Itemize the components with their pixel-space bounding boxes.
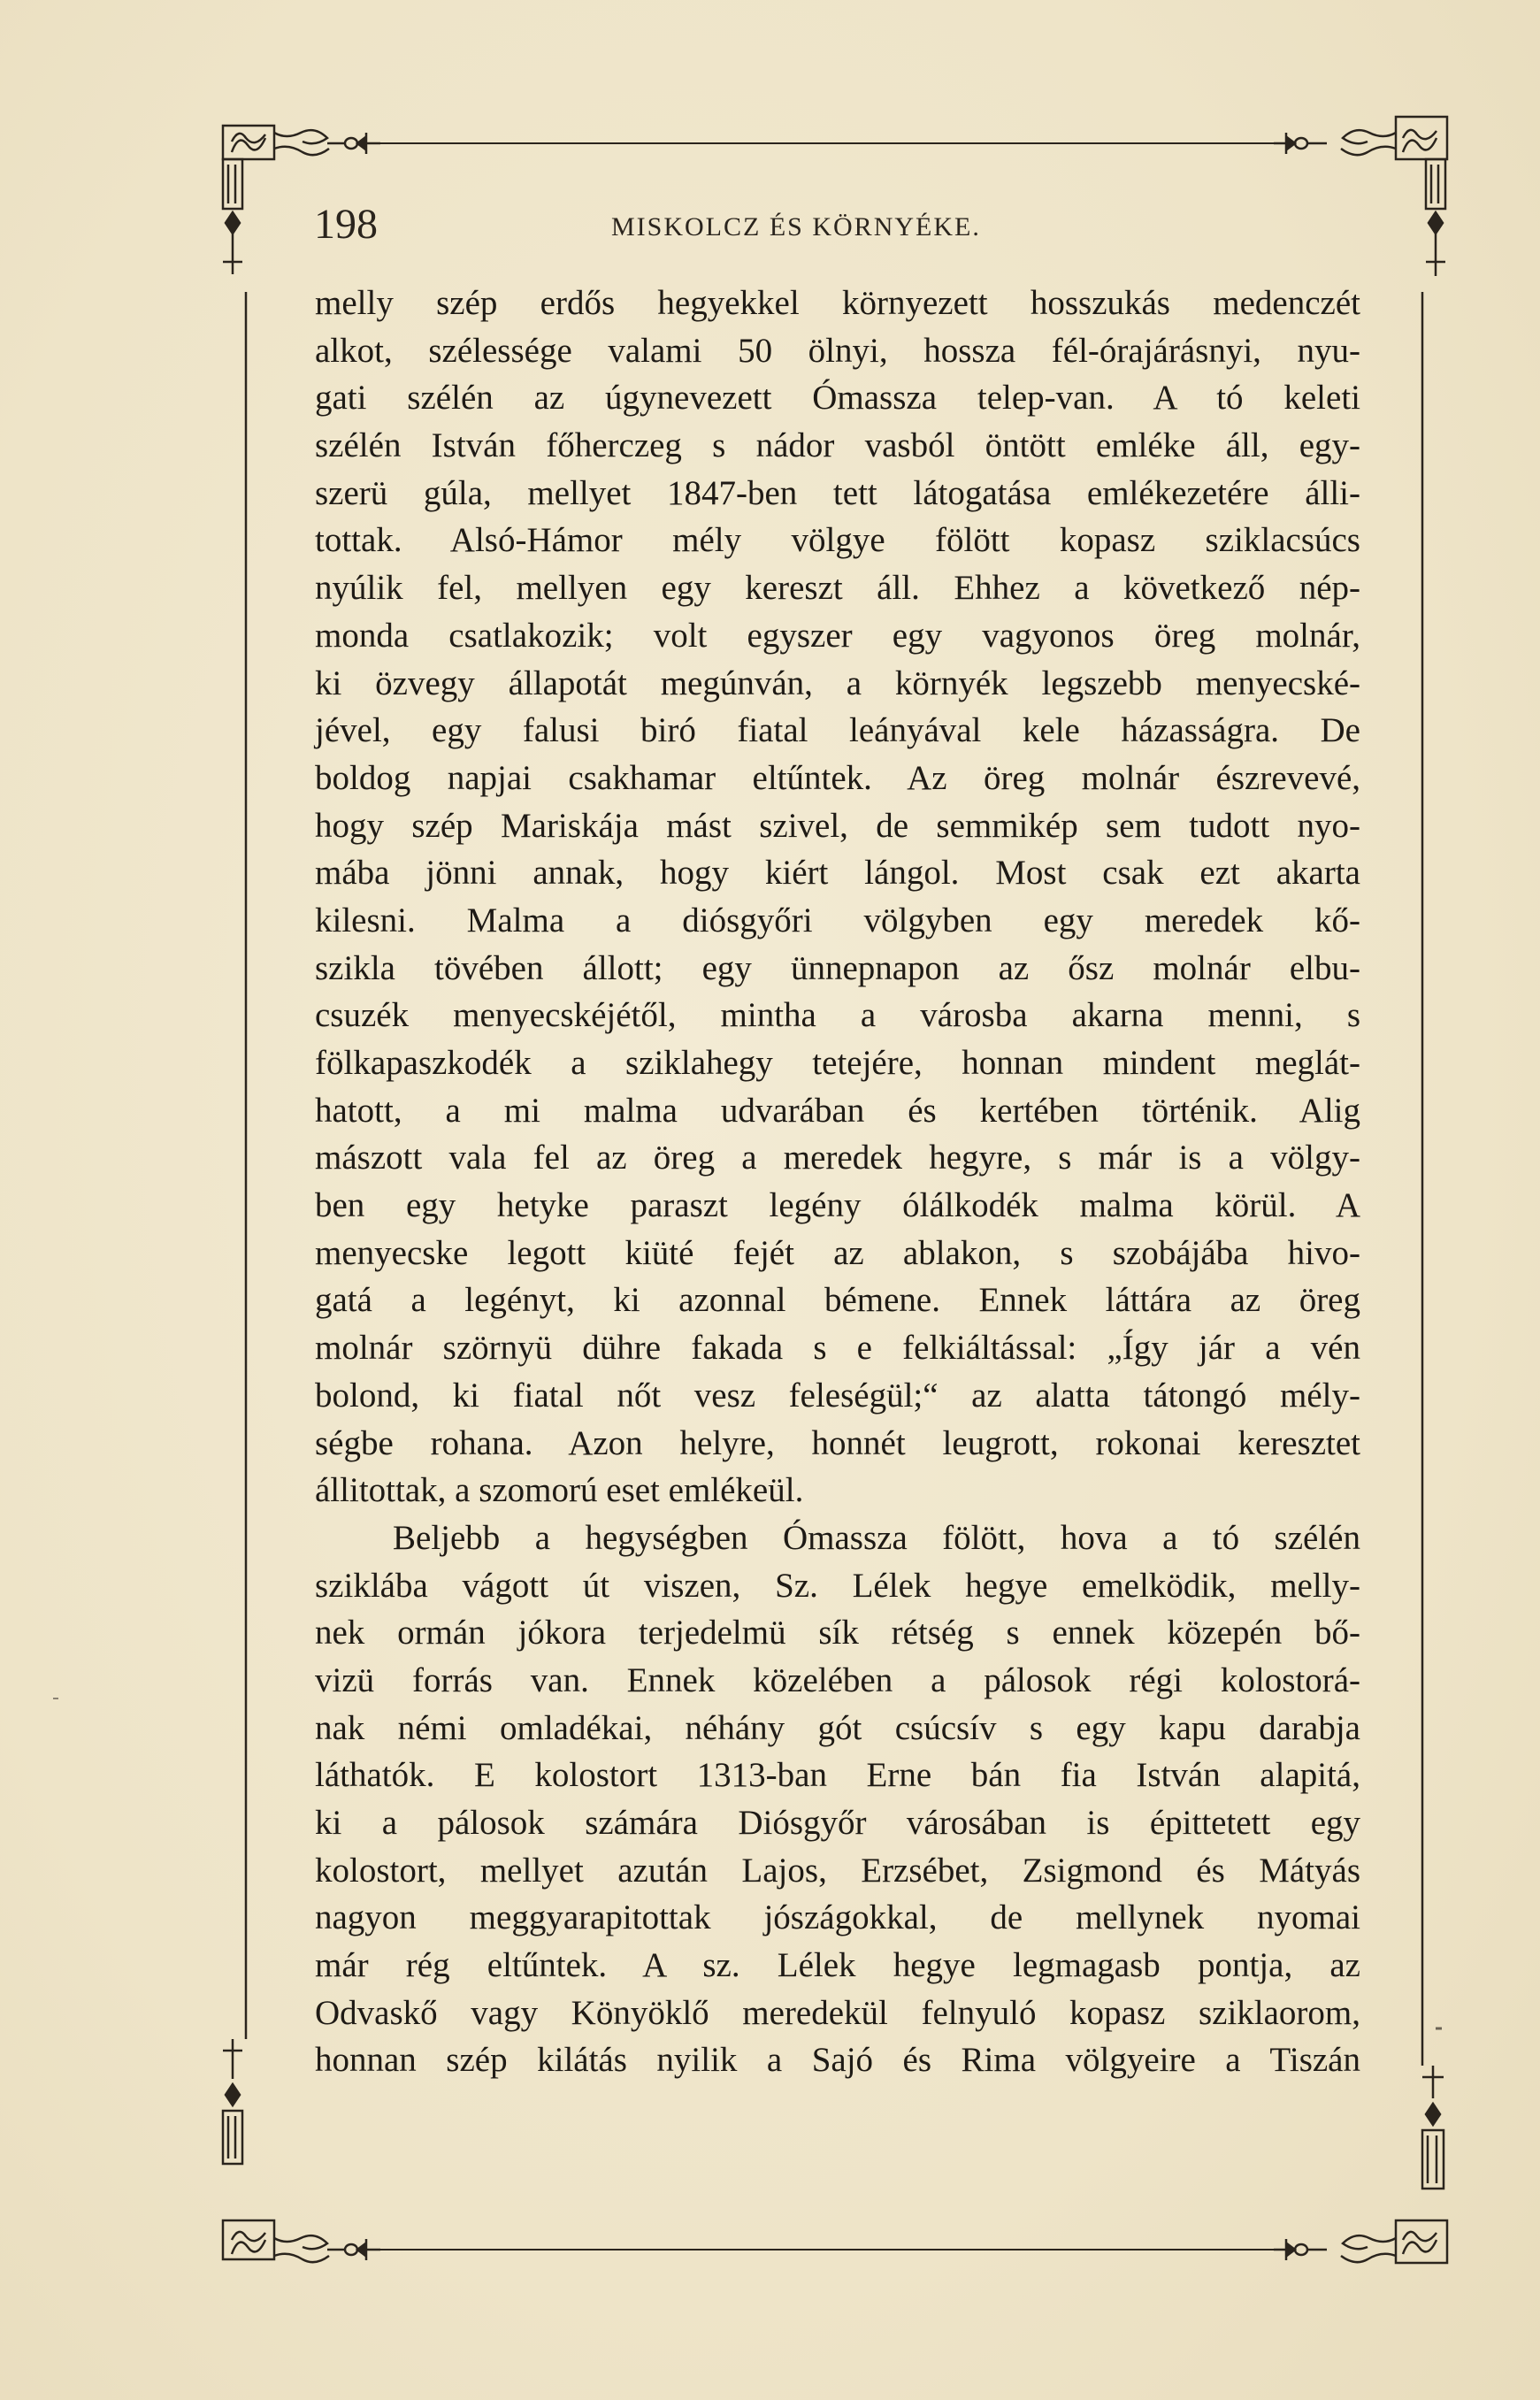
text-line: Beljebb a hegységben Ómassza fölött, hova a tó szélén	[393, 1518, 1360, 1557]
text-line: ki özvegy állapotát megúnván, a környék legszebb menyecské-	[315, 663, 1360, 702]
text-line: menyecske legott kiüté fejét az ablakon, s szobájába hivo-	[315, 1233, 1360, 1272]
text-line: molnár szörnyü dühre fakada s e felkiáltással: „Így jár a vén	[315, 1329, 1360, 1368]
text-line: tottak. Alsó-Hámor mély völgye fölött kopasz sziklacsúcs	[315, 521, 1360, 560]
text-line: nyúlik fel, mellyen egy kereszt áll. Ehhez a következő nép-	[315, 569, 1360, 608]
text-line: nek ormán jókora terjedelmü sík rétség s ennek közepén bő-	[315, 1614, 1360, 1652]
text-line: ki a pálosok számára Diósgyőr városában is épittetett egy	[315, 1804, 1360, 1842]
text-line: boldog napjai csakhamar eltűntek. Az öreg molnár észrevevé,	[315, 758, 1360, 797]
text-line: gatá a legényt, ki azonnal bémene. Ennek láttára az öreg	[315, 1281, 1360, 1320]
text-line: kilesni. Malma a diósgyőri völgyben egy meredek kő-	[315, 901, 1360, 939]
text-line: kolostort, mellyet azután Lajos, Erzsébet, Zsigmond és Mátyás	[315, 1851, 1360, 1890]
text-line: szikla tövében állott; egy ünnepnapon az ősz molnár elbu-	[315, 948, 1360, 987]
running-head: MISKOLCZ ÉS KÖRNYÉKE.	[611, 212, 981, 242]
text-line: ségbe rohana. Azon helyre, honnét leugrott, rokonai keresztet	[315, 1423, 1360, 1462]
text-line: szélén István főherczeg s nádor vasból öntött emléke áll, egy-	[315, 426, 1360, 465]
text-line: nagyon meggyarapitottak jószágokkal, de mellynek nyomai	[315, 1898, 1360, 1937]
text-line: ben egy hetyke paraszt legény ólálkodék malma körül. A	[315, 1186, 1360, 1225]
text-line: gati szélén az úgynevezett Ómassza telep-van. A tó keleti	[315, 379, 1360, 418]
text-line: állitottak, a szomorú eset emlékeül.	[315, 1471, 804, 1510]
text-line: melly szép erdős hegyekkel környezett hosszukás medenczét	[315, 284, 1360, 322]
text-line: jével, egy falusi biró fiatal leányával kele házasságra. De	[315, 711, 1360, 750]
page-number: 198	[314, 201, 378, 248]
text-line: már rég eltűntek. A sz. Lélek hegye legmagasb pontja, az	[315, 1946, 1360, 1985]
body-text	[315, 280, 1360, 2084]
text-line: honnan szép kilátás nyilik a Sajó és Rima völgyeire a Tiszán	[315, 2041, 1360, 2080]
text-line: bolond, ki fiatal nőt vesz feleségül;“ az alatta tátongó mély-	[315, 1376, 1360, 1415]
corner-ornament-bottom-right	[1274, 2066, 1447, 2263]
text-line: monda csatlakozik; volt egyszer egy vagyonos öreg molnár,	[315, 616, 1360, 655]
text-line: nak némi omladékai, néhány gót csúcsív s egy kapu darabja	[315, 1708, 1360, 1747]
text-line: sziklába vágott út viszen, Sz. Lélek hegye emelködik, melly-	[315, 1566, 1360, 1605]
text-line: vizü forrás van. Ennek közelében a pálosok régi kolostorá-	[315, 1660, 1360, 1699]
text-line: mába jönni annak, hogy kiért lángol. Most csak ezt akarta	[315, 854, 1360, 893]
page-header	[314, 200, 1367, 253]
text-line: alkot, szélessége valami 50 ölnyi, hossza fél-órajárásnyi, nyu-	[315, 331, 1360, 370]
text-line: hatott, a mi malma udvarában és kertében történik. Alig	[315, 1091, 1360, 1130]
text-line: szerü gúla, mellyet 1847-ben tett látogatása emlékezetére álli-	[315, 473, 1360, 512]
text-line: csuzék menyecskéjétől, mintha a városba akarna menni, s	[315, 996, 1360, 1035]
text-line: mászott vala fel az öreg a meredek hegyre, s már is a völgy-	[315, 1139, 1360, 1177]
text-line: hogy szép Mariskája mást szivel, de semmikép sem tudott nyo-	[315, 806, 1360, 845]
text-line: fölkapaszkodék a sziklahegy tetejére, honnan mindent meglát-	[315, 1044, 1360, 1082]
text-line: Odvaskő vagy Könyöklő meredekül felnyuló kopasz sziklaorom,	[315, 1993, 1360, 2032]
text-line: láthatók. E kolostort 1313-ban Erne bán fia István alapitá,	[315, 1756, 1360, 1795]
